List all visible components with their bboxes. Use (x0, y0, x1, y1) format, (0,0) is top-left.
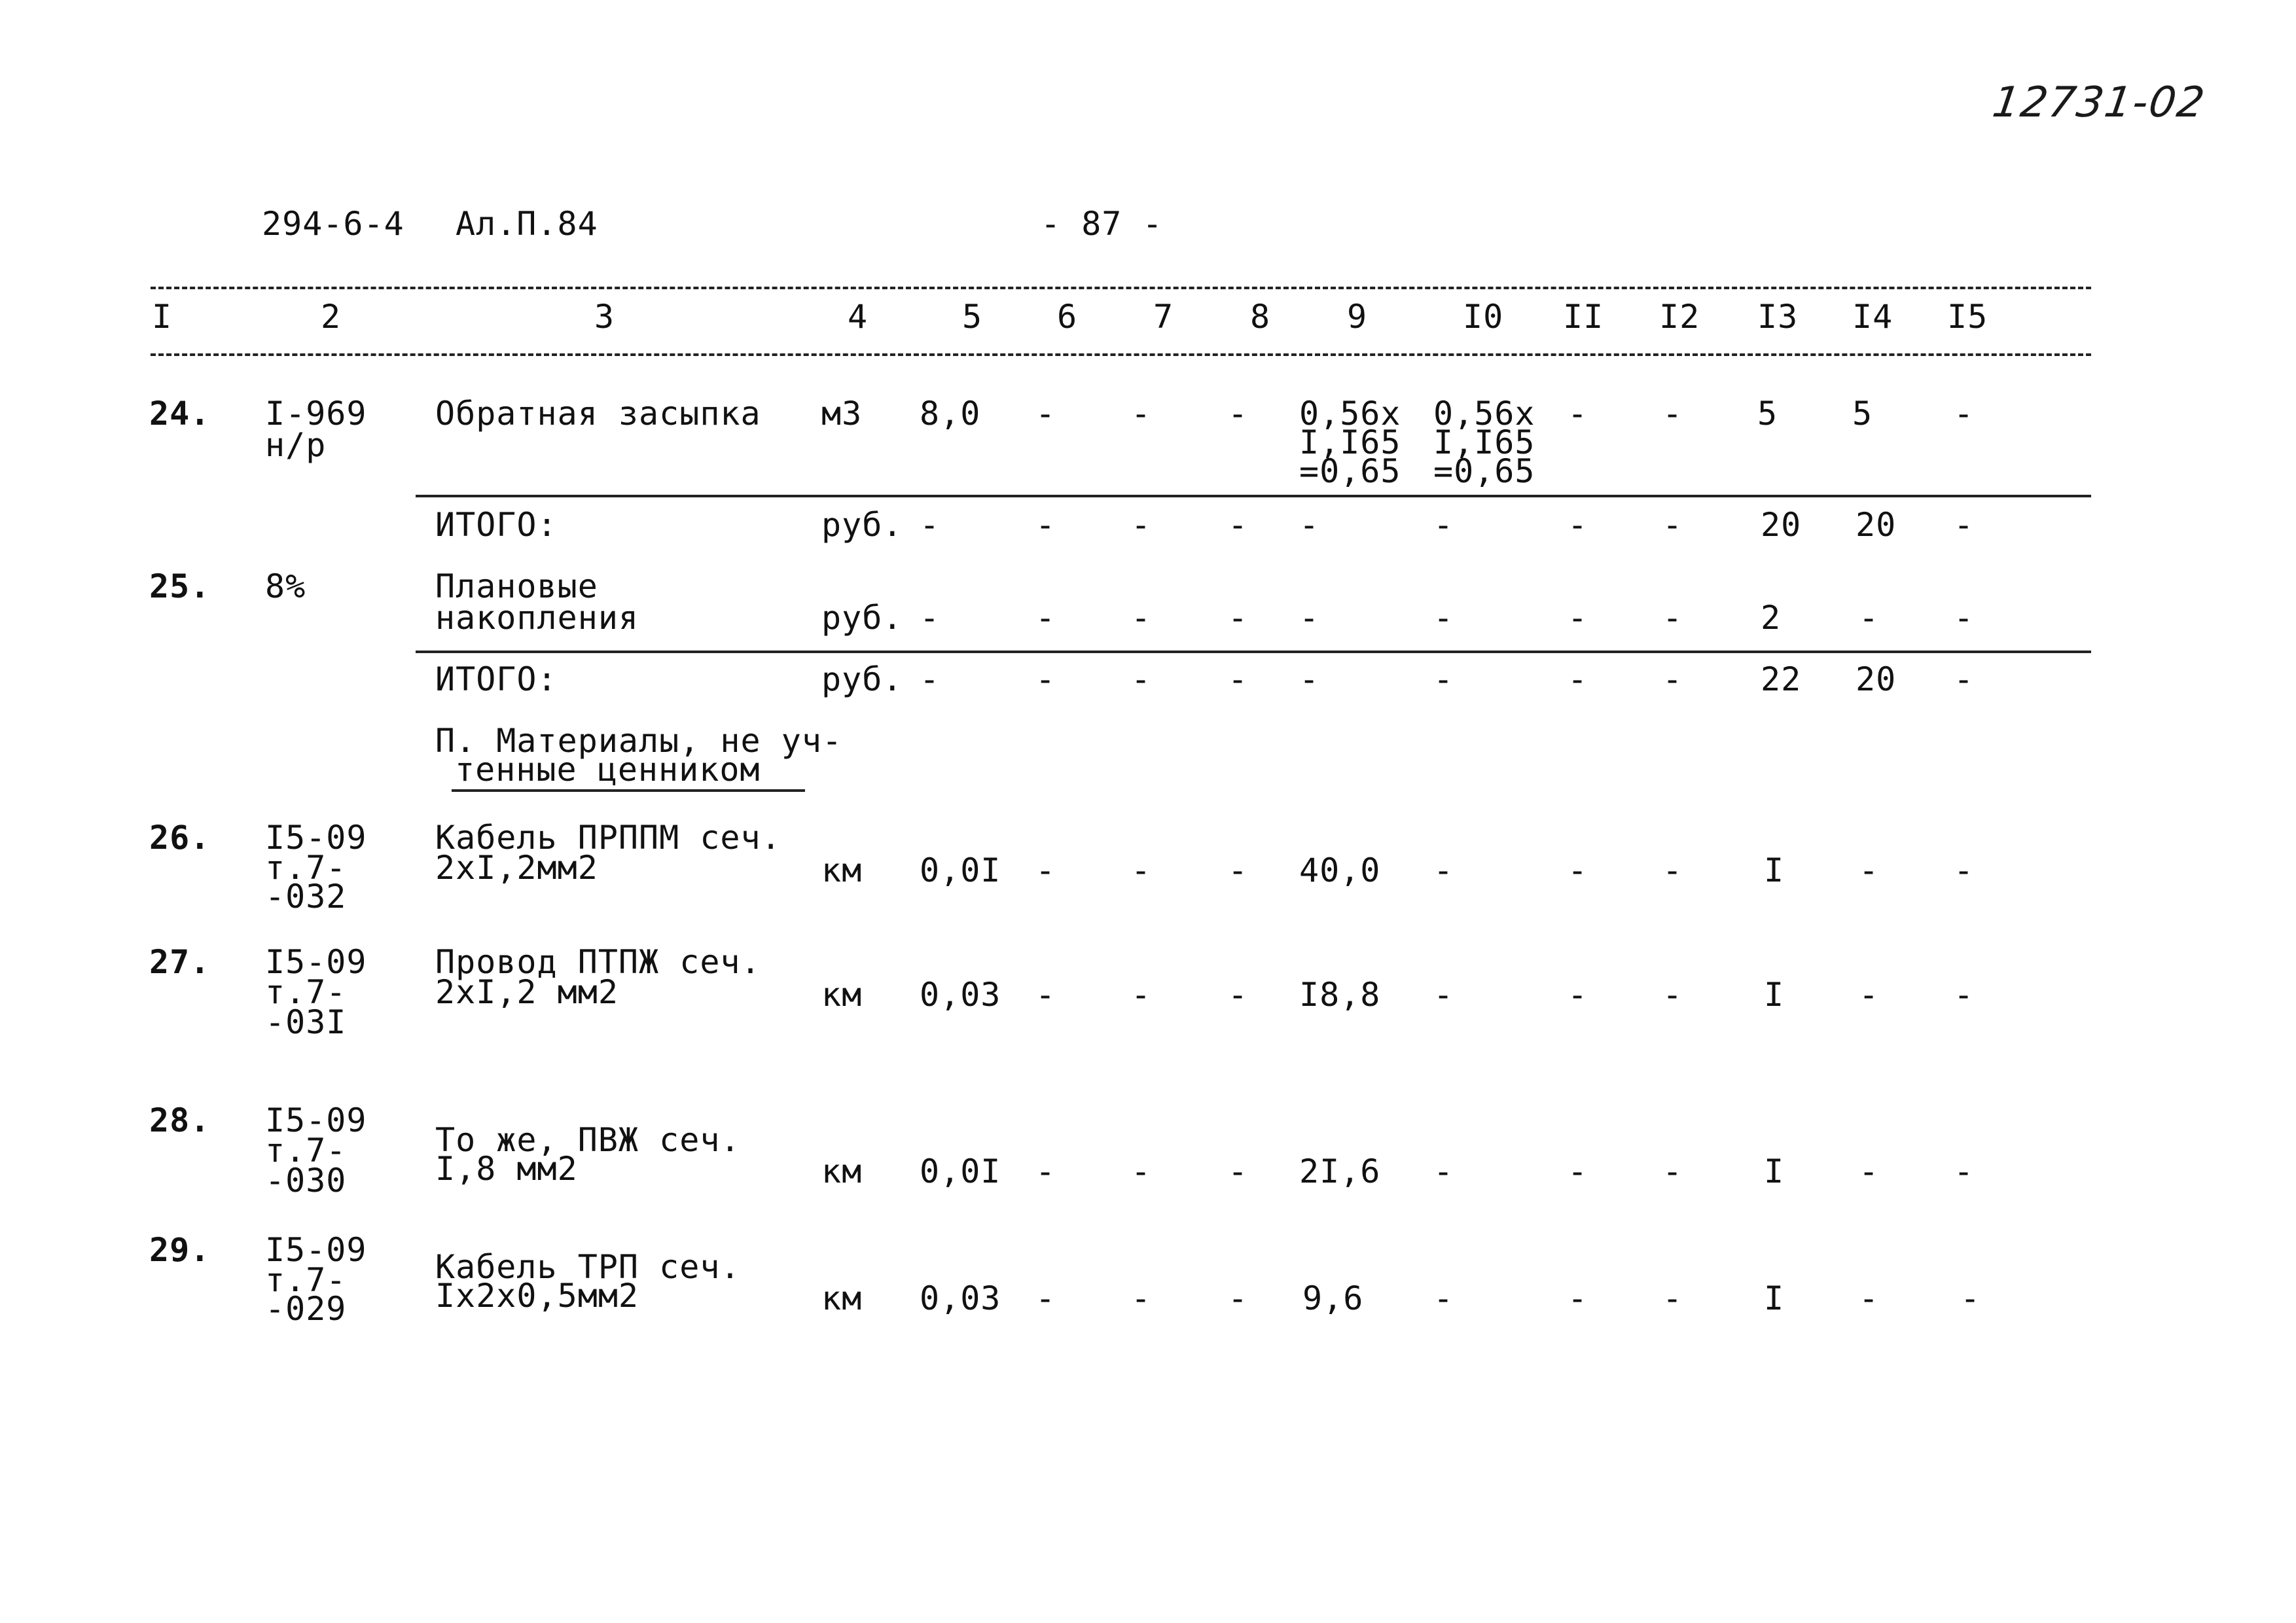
row-c12: - (1662, 660, 1683, 698)
row-c12: - (1662, 851, 1683, 889)
col-header-6: 6 (1057, 298, 1078, 336)
row-c6: - (1035, 660, 1056, 698)
row-c8: - (1228, 660, 1249, 698)
col-header-1: I (152, 298, 173, 336)
row-c9: 40,0 (1299, 851, 1381, 889)
row-unit: м3 (821, 395, 863, 433)
row-name: накопления (435, 599, 639, 637)
row-name: Кабель ТРП сеч. (435, 1248, 741, 1286)
row-c15: - (1954, 660, 1975, 698)
row-c11: - (1568, 395, 1588, 433)
col-header-10: I0 (1463, 298, 1504, 336)
row-c12: - (1662, 1152, 1683, 1190)
row-c13: 20 (1761, 506, 1802, 544)
row-c6: - (1035, 851, 1056, 889)
row-name: Кабель ПРППМ сеч. (435, 819, 781, 857)
row-c11: - (1568, 851, 1588, 889)
header-top-rule (151, 287, 2091, 289)
row-c12: - (1662, 1279, 1683, 1317)
row-c15: - (1954, 976, 1975, 1014)
row-c11: - (1568, 599, 1588, 637)
col-header-3: 3 (594, 298, 615, 336)
row-c13: I (1764, 851, 1785, 889)
row-c13: 5 (1757, 395, 1778, 433)
row-c10: I,I65 (1433, 423, 1535, 461)
row-c10: - (1433, 851, 1454, 889)
row-c10: - (1433, 1152, 1454, 1190)
row-c5: - (920, 599, 941, 637)
row-c14: 20 (1856, 506, 1897, 544)
row-c13: 22 (1761, 660, 1802, 698)
row-name: Провод ПТПЖ сеч. (435, 943, 761, 981)
row-name: Ix2x0,5мм2 (435, 1277, 639, 1315)
row-code: т.7- (265, 1261, 347, 1299)
row-code: I-969 (265, 395, 367, 433)
row-c6: - (1035, 976, 1056, 1014)
col-header-15: I5 (1947, 298, 1988, 336)
row-c8: - (1228, 1152, 1249, 1190)
row-unit: руб. (821, 660, 903, 698)
row-c6: - (1035, 599, 1056, 637)
row-c5: 0,0I (920, 1152, 1001, 1190)
row-unit: км (821, 1279, 863, 1317)
row-number: 29. (149, 1231, 211, 1269)
row-c8: - (1228, 976, 1249, 1014)
row-c6: - (1035, 395, 1056, 433)
row-c14: 5 (1852, 395, 1873, 433)
col-header-4: 4 (848, 298, 869, 336)
row-c5: 0,0I (920, 851, 1001, 889)
row-name: Плановые (435, 567, 598, 605)
row-name: ИТОГО: (435, 660, 558, 698)
row-c14: - (1859, 851, 1880, 889)
row-code: I5-09 (265, 819, 367, 857)
row-c9: I8,8 (1299, 976, 1381, 1014)
row-number: 27. (149, 943, 211, 981)
row-c5: - (920, 660, 941, 698)
row-name: То же, ПВЖ сеч. (435, 1121, 741, 1159)
row-unit: км (821, 851, 863, 889)
row-c5: - (920, 506, 941, 544)
row-c8: - (1228, 851, 1249, 889)
row-c11: - (1568, 506, 1588, 544)
row-c13: I (1764, 1279, 1785, 1317)
row-c7: - (1131, 599, 1152, 637)
row-c10: - (1433, 976, 1454, 1014)
row-code: -029 (265, 1290, 347, 1328)
row-c8: - (1228, 506, 1249, 544)
row-unit: км (821, 1152, 863, 1190)
row-c10: - (1433, 506, 1454, 544)
row-c8: - (1228, 1279, 1249, 1317)
row-number: 26. (149, 819, 211, 857)
row-code: н/р (265, 426, 327, 464)
row-code: т.7- (265, 1132, 347, 1169)
row-unit: руб. (821, 506, 903, 544)
col-header-12: I2 (1659, 298, 1700, 336)
header-album: Ал.П.84 (456, 205, 598, 243)
row-c13: I (1764, 976, 1785, 1014)
col-header-11: II (1563, 298, 1604, 336)
row-code: -03I (265, 1003, 347, 1041)
row-c10: - (1433, 1279, 1454, 1317)
row-c15: - (1954, 506, 1975, 544)
row-c13: 2 (1761, 599, 1782, 637)
col-header-2: 2 (321, 298, 342, 336)
row-c9: 2I,6 (1299, 1152, 1381, 1190)
row-c14: - (1859, 1152, 1880, 1190)
row-c15: - (1954, 599, 1975, 637)
row-code: т.7- (265, 849, 347, 887)
row-c12: - (1662, 506, 1683, 544)
row-c7: - (1131, 851, 1152, 889)
row-c7: - (1131, 976, 1152, 1014)
row-c15: - (1954, 1152, 1975, 1190)
row-c10: 0,56x (1433, 395, 1535, 433)
row-c5: 8,0 (920, 395, 981, 433)
col-header-7: 7 (1153, 298, 1174, 336)
row-c10: - (1433, 660, 1454, 698)
row-c9: 0,56x (1299, 395, 1401, 433)
row-number: 24. (149, 395, 211, 433)
row-c11: - (1568, 1152, 1588, 1190)
col-header-14: I4 (1852, 298, 1893, 336)
row-c11: - (1568, 976, 1588, 1014)
row-c9: =0,65 (1299, 452, 1401, 490)
subtotal-rule (416, 651, 2091, 653)
row-code: т.7- (265, 973, 347, 1011)
row-c14: - (1859, 1279, 1880, 1317)
row-c5: 0,03 (920, 1279, 1001, 1317)
row-c8: - (1228, 599, 1249, 637)
row-c6: - (1035, 506, 1056, 544)
row-c8: - (1228, 395, 1249, 433)
section-heading: тенные ценником (455, 751, 761, 789)
row-c7: - (1131, 1279, 1152, 1317)
row-c6: - (1035, 1279, 1056, 1317)
row-c12: - (1662, 395, 1683, 433)
row-number: 28. (149, 1101, 211, 1139)
header-bottom-rule (151, 353, 2091, 356)
row-c7: - (1131, 660, 1152, 698)
row-name: 2xI,2мм2 (435, 849, 598, 887)
row-c7: - (1131, 1152, 1152, 1190)
row-c15: - (1960, 1279, 1981, 1317)
row-c12: - (1662, 976, 1683, 1014)
document-number-stamp: 12731-02 (1989, 79, 2209, 127)
row-code: 8% (265, 567, 306, 605)
row-code: I5-09 (265, 943, 367, 981)
section-underline (452, 789, 805, 792)
subtotal-rule (416, 495, 2091, 497)
row-c11: - (1568, 660, 1588, 698)
row-name: ИТОГО: (435, 506, 558, 544)
row-c10: - (1433, 599, 1454, 637)
header-code: 294-6-4 (262, 205, 404, 243)
row-code: I5-09 (265, 1231, 367, 1269)
col-header-8: 8 (1250, 298, 1271, 336)
row-unit: км (821, 976, 863, 1014)
row-c14: - (1859, 976, 1880, 1014)
col-header-5: 5 (962, 298, 983, 336)
row-c9: - (1299, 599, 1320, 637)
row-code: -032 (265, 878, 347, 916)
row-c9: - (1299, 660, 1320, 698)
row-c9: - (1299, 506, 1320, 544)
row-c6: - (1035, 1152, 1056, 1190)
row-c15: - (1954, 395, 1975, 433)
row-c12: - (1662, 599, 1683, 637)
row-c9: I,I65 (1299, 423, 1401, 461)
row-code: -030 (265, 1162, 347, 1200)
row-c13: I (1764, 1152, 1785, 1190)
page-number: - 87 - (1041, 205, 1163, 243)
row-name: I,8 мм2 (435, 1150, 578, 1188)
row-c7: - (1131, 506, 1152, 544)
section-heading: П. Материалы, не уч- (435, 722, 843, 760)
row-c9: 9,6 (1302, 1279, 1364, 1317)
row-code: I5-09 (265, 1101, 367, 1139)
row-name: Обратная засыпка (435, 395, 761, 433)
row-number: 25. (149, 567, 211, 605)
col-header-9: 9 (1347, 298, 1368, 336)
row-c7: - (1131, 395, 1152, 433)
row-name: 2xI,2 мм2 (435, 973, 619, 1011)
row-c14: 20 (1856, 660, 1897, 698)
row-c14: - (1859, 599, 1880, 637)
col-header-13: I3 (1757, 298, 1799, 336)
row-c5: 0,03 (920, 976, 1001, 1014)
row-unit: руб. (821, 599, 903, 637)
row-c10: =0,65 (1433, 452, 1535, 490)
row-c11: - (1568, 1279, 1588, 1317)
row-c15: - (1954, 851, 1975, 889)
